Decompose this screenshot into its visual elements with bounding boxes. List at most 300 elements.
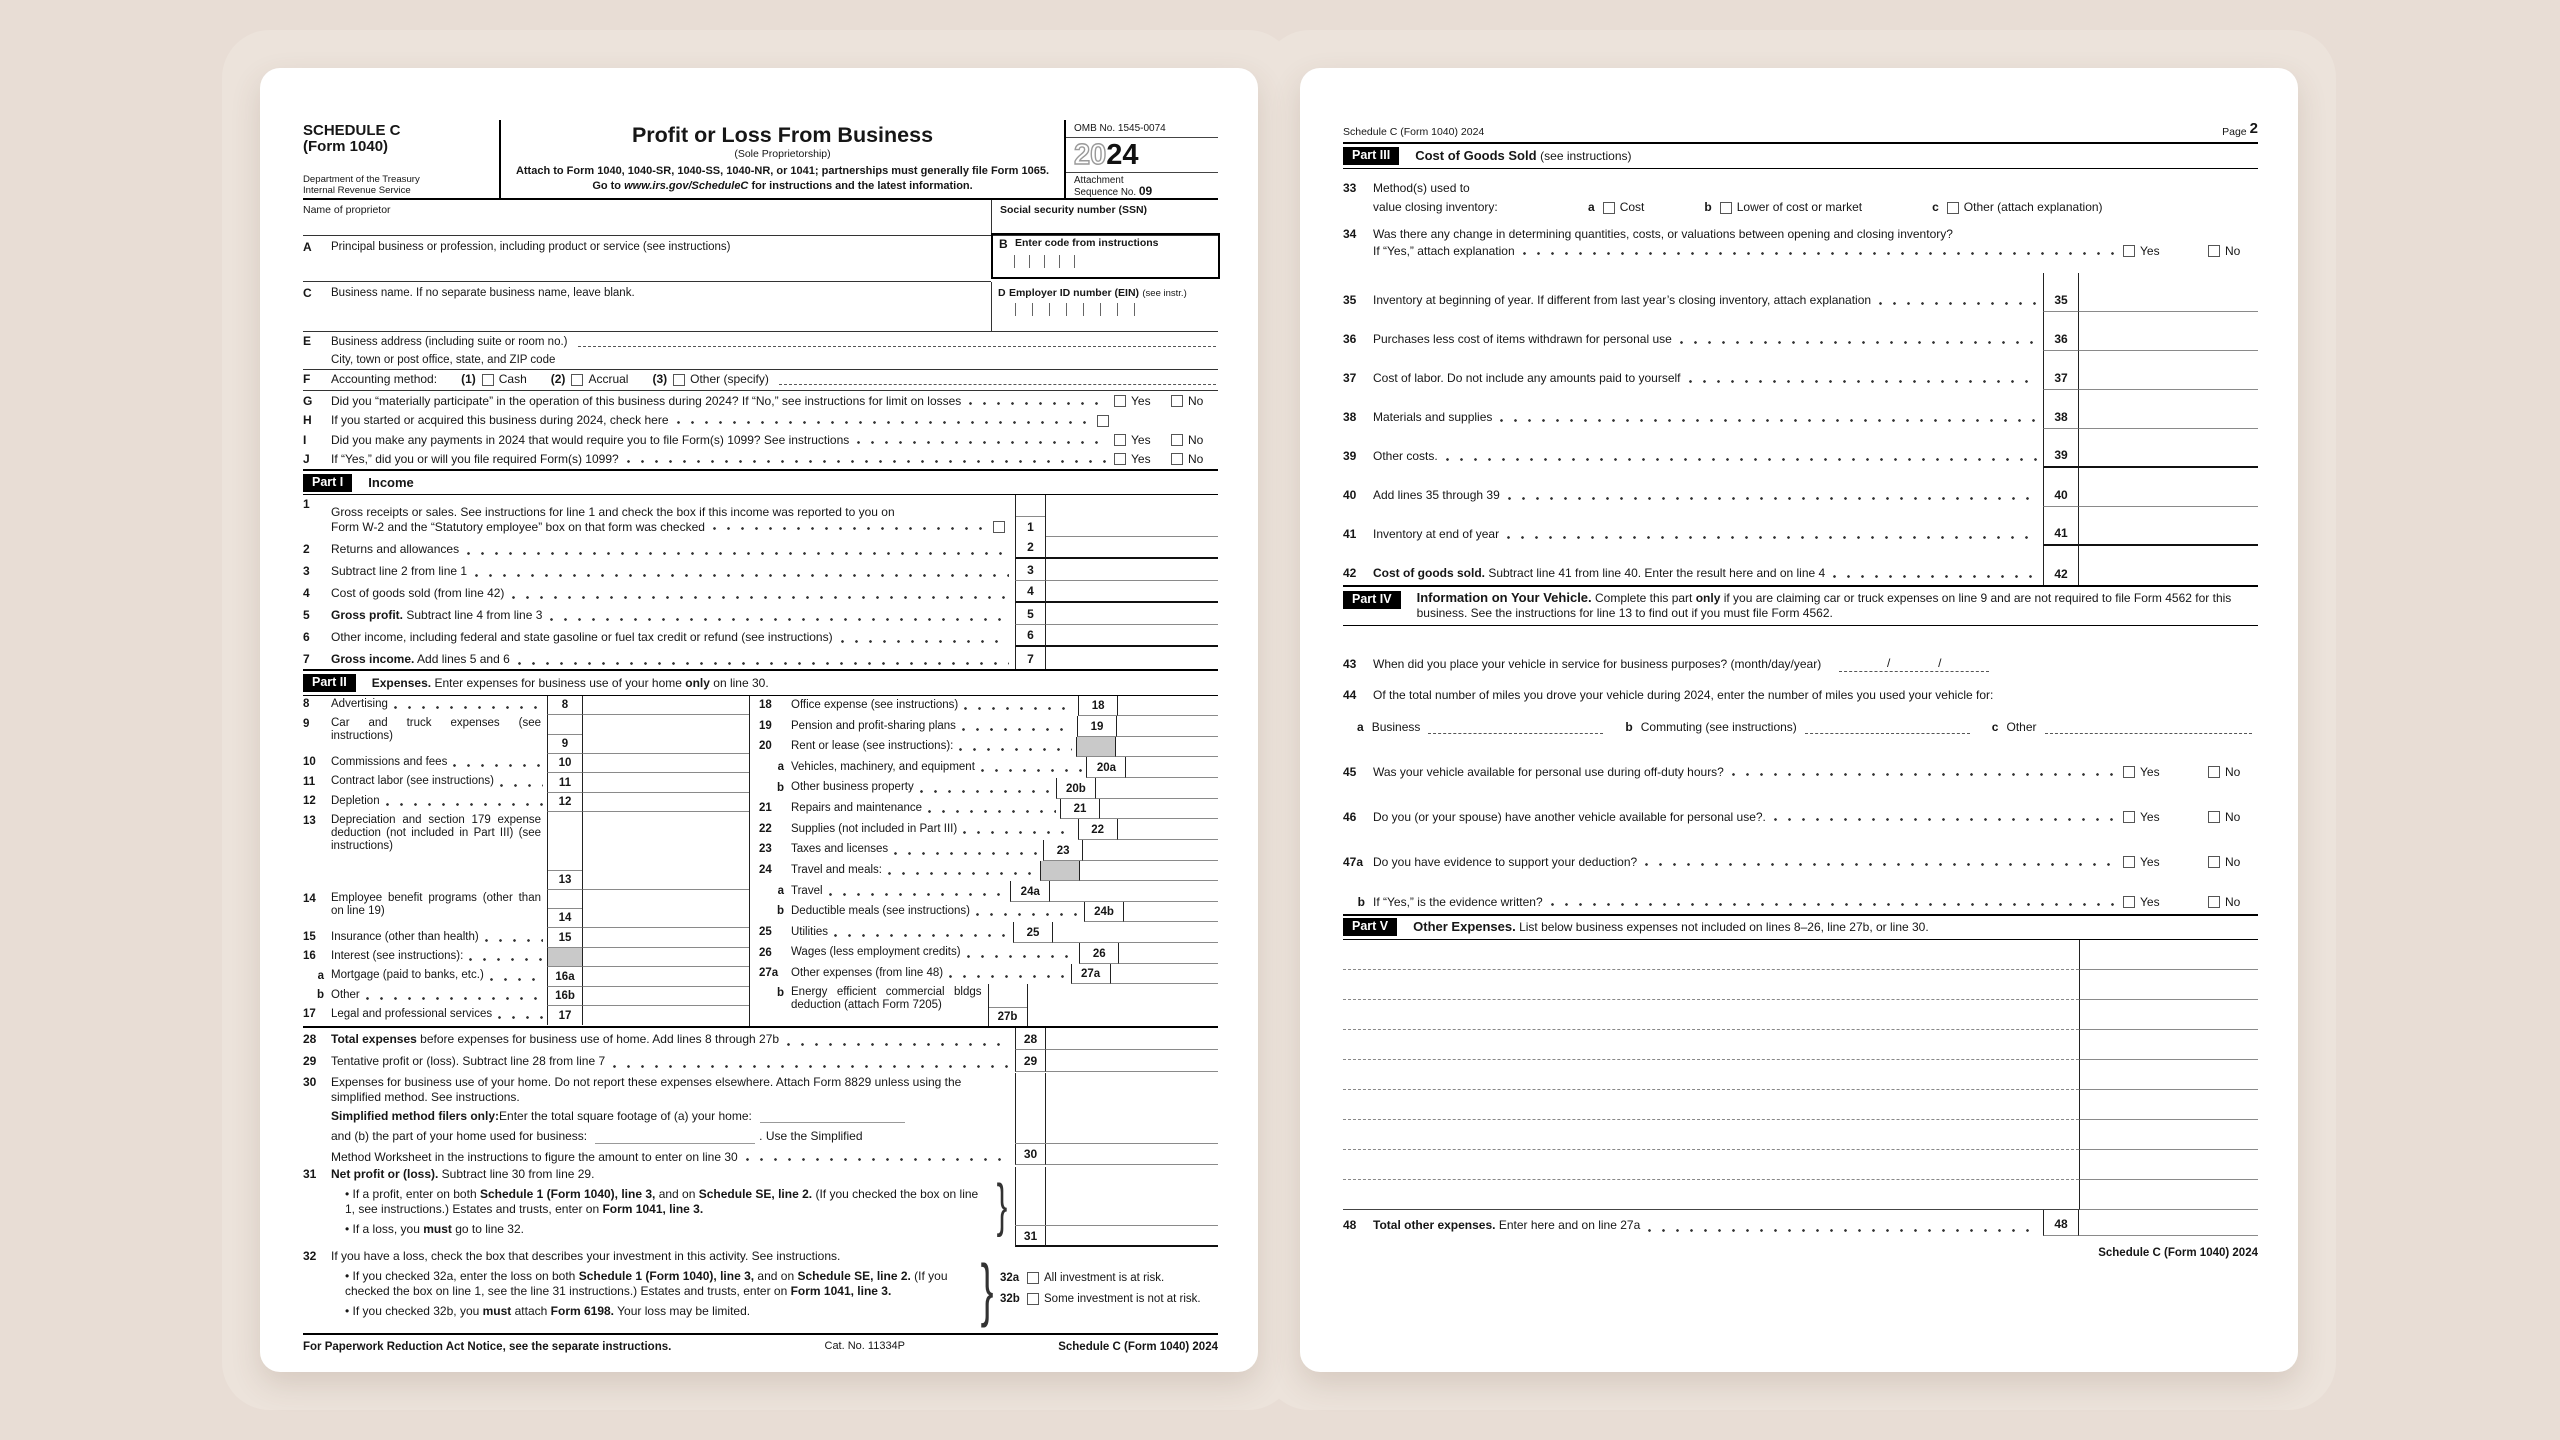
address-field[interactable] xyxy=(578,334,1216,347)
leader xyxy=(1774,818,2117,821)
line4-boxnum: 4 xyxy=(1027,584,1034,599)
checkbox-i-no[interactable] xyxy=(1171,434,1183,446)
seg-bold: Schedule 1 (Form 1040), line 3, xyxy=(479,1187,656,1202)
amount-20b[interactable] xyxy=(1096,778,1218,799)
leader xyxy=(366,997,543,1000)
g-yes xyxy=(1114,394,1171,409)
checkbox-33c-other[interactable] xyxy=(1947,202,1959,214)
l14-box xyxy=(547,890,583,929)
line48-bold: Total other expenses. xyxy=(1373,1218,1496,1233)
l16a-box xyxy=(547,967,583,986)
l13-box xyxy=(547,812,583,890)
leader xyxy=(512,596,1009,599)
part1-bar xyxy=(303,469,1218,495)
other-expense-desc-7[interactable] xyxy=(1343,1120,2079,1150)
seg: (If you checked the box on line 1, see the line 31 instructions.) Estates and trusts, enter on xyxy=(345,1269,948,1298)
other-expense-amt-8[interactable] xyxy=(2079,1150,2258,1180)
checkbox-47b-no[interactable] xyxy=(2208,896,2220,908)
checkbox-46-yes[interactable] xyxy=(2123,811,2135,823)
amount-16a[interactable] xyxy=(583,967,749,986)
amount-40[interactable] xyxy=(2079,468,2258,507)
part1-title: Income xyxy=(368,474,414,490)
l8-boxnum: 8 xyxy=(561,698,569,711)
checkbox-32a[interactable] xyxy=(1027,1272,1039,1284)
l9-num: 9 xyxy=(303,717,310,730)
amount-3[interactable] xyxy=(1046,559,1218,581)
line31-brace: } xyxy=(996,1173,1008,1239)
j-yes-label: Yes xyxy=(1131,452,1151,467)
part2-title-bold: Expenses. xyxy=(371,675,432,690)
line30-label xyxy=(331,1073,1015,1165)
dept-line2: Internal Revenue Service xyxy=(303,185,411,196)
l11-label: Contract labor (see instructions) xyxy=(331,775,494,788)
other-expense-amt-3[interactable] xyxy=(2079,1000,2258,1030)
checkbox-34-no[interactable] xyxy=(2208,245,2220,257)
line2-boxnum: 2 xyxy=(1027,540,1034,555)
line44-num: 44 xyxy=(1343,688,1357,703)
leader xyxy=(962,728,1073,731)
l22-boxnum: 22 xyxy=(1091,823,1104,836)
leader xyxy=(467,552,1009,555)
checkbox-45-no[interactable] xyxy=(2208,766,2220,778)
leader xyxy=(613,1065,1009,1068)
line7-rest: Add lines 5 and 6 xyxy=(414,651,510,666)
row-F-letter: F xyxy=(303,372,311,387)
ssn-label: Social security number (SSN) xyxy=(1000,204,1148,216)
amount-41[interactable] xyxy=(2079,507,2258,546)
line30-text1: Expenses for business use of your home. Do not report these expenses elsewhere. Attach Form 8829 unless using the simplified method. See instructions. xyxy=(331,1074,962,1104)
miles-business-field[interactable] xyxy=(1428,722,1603,734)
line35-boxnum: 35 xyxy=(2054,293,2068,308)
line3-label: Subtract line 2 from line 1 xyxy=(331,563,468,578)
page1-content xyxy=(303,120,1218,1353)
other-expenses-rows xyxy=(1343,940,2258,1210)
amount-8[interactable] xyxy=(583,696,749,715)
line45-num: 45 xyxy=(1343,765,1357,780)
leader xyxy=(394,706,543,709)
checkbox-47a-no[interactable] xyxy=(2208,856,2220,868)
leader xyxy=(490,978,543,981)
leader xyxy=(894,852,1039,855)
part4-title-bold: Information on Your Vehicle. xyxy=(1416,590,1592,606)
other-expense-amt-2[interactable] xyxy=(2079,970,2258,1000)
line31-bullet2 xyxy=(345,1222,985,1237)
l24a-num: a xyxy=(777,884,784,897)
l15-num: 15 xyxy=(303,930,316,943)
row-17 xyxy=(303,1006,749,1025)
leader xyxy=(967,955,1076,958)
option-b: b xyxy=(1704,200,1712,215)
other-expense-desc-4[interactable] xyxy=(1343,1030,2079,1060)
irs-url[interactable]: www.irs.gov/ScheduleC xyxy=(624,180,749,193)
cash-label: Cash xyxy=(498,372,527,387)
amount-27b[interactable] xyxy=(1028,984,1219,1025)
leader xyxy=(1508,497,2037,500)
amount-12[interactable] xyxy=(583,793,749,812)
row-40 xyxy=(1343,468,2258,507)
row-34 xyxy=(1343,227,2258,259)
l22-num: 22 xyxy=(759,822,772,835)
row-20 xyxy=(759,737,1218,758)
other-expense-row-9 xyxy=(1343,1180,2258,1210)
j-yes xyxy=(1114,452,1171,467)
seg-bold: Schedule 1 (Form 1040), line 3, xyxy=(578,1269,755,1284)
business-code-cells[interactable] xyxy=(999,255,1218,268)
sequence-label: Sequence No. xyxy=(1074,187,1139,199)
line31-spacer xyxy=(1015,1167,1218,1225)
row-16 xyxy=(303,948,749,967)
amount-38[interactable] xyxy=(2079,390,2258,429)
amount-35[interactable] xyxy=(2079,273,2258,312)
other-expense-amt-9[interactable] xyxy=(2079,1180,2258,1210)
line30-numrow xyxy=(1015,1143,1218,1165)
amount-15[interactable] xyxy=(583,928,749,947)
amount-24a[interactable] xyxy=(1050,881,1218,902)
row-C-label: Business name. If no separate business name, leave blank. xyxy=(331,287,635,299)
line36-label: Purchases less cost of items withdrawn for personal use xyxy=(1373,332,1672,347)
amount-9[interactable] xyxy=(583,715,749,754)
line31-boxnum: 31 xyxy=(1015,1226,1046,1247)
amount-24[interactable] xyxy=(1080,861,1218,882)
other-inv-label: Other (attach explanation) xyxy=(1963,200,2103,215)
amount-30[interactable] xyxy=(1046,1144,1218,1165)
amount-29[interactable] xyxy=(1046,1050,1218,1072)
row-16b xyxy=(303,987,749,1006)
g-no xyxy=(1171,394,1218,409)
amount-48[interactable] xyxy=(2079,1210,2258,1236)
line35-num: 35 xyxy=(1343,293,1357,308)
row-H-letter: H xyxy=(303,413,312,428)
part4-title xyxy=(1417,590,2258,621)
amount-16b[interactable] xyxy=(583,987,749,1006)
l16b-label: Other xyxy=(331,988,360,1001)
other-expense-amt-7[interactable] xyxy=(2079,1120,2258,1150)
row-32 xyxy=(303,1249,1218,1335)
other-expense-desc-9[interactable] xyxy=(1343,1180,2079,1210)
leader xyxy=(949,975,1066,978)
amount-36[interactable] xyxy=(2079,312,2258,351)
q45-no xyxy=(2208,765,2258,780)
amount-20[interactable] xyxy=(1116,737,1218,758)
seg-bold: must xyxy=(423,1222,452,1237)
other-specify-field[interactable] xyxy=(779,372,1216,385)
amount-1[interactable] xyxy=(1046,495,1218,537)
other-expense-desc-2[interactable] xyxy=(1343,970,2079,1000)
line37-num: 37 xyxy=(1343,371,1357,386)
row-25 xyxy=(759,922,1218,943)
seg: (If you checked the box on line 1, see instructions.) Estates and trusts, enter on xyxy=(345,1187,979,1216)
leader xyxy=(787,1043,1009,1046)
checkbox-i-yes[interactable] xyxy=(1114,434,1126,446)
part5-title-bold: Other Expenses. xyxy=(1413,919,1516,935)
amount-7[interactable] xyxy=(1046,647,1218,669)
l17-label: Legal and professional services xyxy=(331,1008,493,1021)
leader xyxy=(498,1016,543,1019)
row-15 xyxy=(303,928,749,947)
row-43 xyxy=(1343,626,2258,672)
row-I-label: Did you make any payments in 2024 that would require you to file Form(s) 1099? See instructions xyxy=(331,432,850,447)
line42-box xyxy=(2043,546,2079,585)
other-expense-amt-5[interactable] xyxy=(2079,1060,2258,1090)
row-39 xyxy=(1343,429,2258,468)
amount-5[interactable] xyxy=(1046,603,1218,625)
vehicle-service-date-field[interactable] xyxy=(1839,656,1989,672)
row-J xyxy=(303,450,1218,470)
l18-boxnum: 18 xyxy=(1091,700,1105,713)
checkbox-j-no[interactable] xyxy=(1171,453,1183,465)
line29-num: 29 xyxy=(303,1053,317,1068)
line30-text5: Method Worksheet in the instructions to figure the amount to enter on line 30 xyxy=(331,1149,738,1164)
leader xyxy=(1645,863,2117,866)
line6-num: 6 xyxy=(303,629,310,644)
l10-label: Commissions and fees xyxy=(331,755,448,768)
line2-num: 2 xyxy=(303,541,310,556)
row-16a xyxy=(303,967,749,986)
l14-num: 14 xyxy=(303,892,316,905)
amount-6[interactable] xyxy=(1046,625,1218,647)
schedule-c-page-1 xyxy=(260,68,1258,1372)
amount-10[interactable] xyxy=(583,754,749,773)
amount-16[interactable] xyxy=(583,948,749,967)
other-expense-row-4 xyxy=(1343,1030,2258,1060)
dept-line1: Department of the Treasury xyxy=(303,174,420,185)
other-expense-amt-4[interactable] xyxy=(2079,1030,2258,1060)
no-label: No xyxy=(2225,895,2241,910)
amount-17[interactable] xyxy=(583,1006,749,1025)
l25-boxnum: 25 xyxy=(1026,927,1040,939)
proprietor-name-field[interactable] xyxy=(303,217,991,235)
amount-42[interactable] xyxy=(2079,546,2258,585)
row-E-city-label: City, town or post office, state, and ZIP code xyxy=(331,354,556,366)
seg: • If a profit, enter on both xyxy=(345,1187,480,1202)
amount-37[interactable] xyxy=(2079,351,2258,390)
row-47b xyxy=(1343,870,2258,910)
row-48 xyxy=(1343,1210,2258,1236)
other-expense-desc-6[interactable] xyxy=(1343,1090,2079,1120)
checkbox-33a-cost[interactable] xyxy=(1603,202,1615,214)
l17-boxnum: 17 xyxy=(558,1010,572,1023)
l27b-num: b xyxy=(776,987,784,1000)
l19-label: Pension and profit-sharing plans xyxy=(791,719,956,732)
business-label: Business xyxy=(1371,720,1421,735)
checkbox-g-no[interactable] xyxy=(1171,395,1183,407)
checkbox-47b-yes[interactable] xyxy=(2123,896,2135,908)
l20-label: Rent or lease (see instructions): xyxy=(791,740,954,753)
l16a-label: Mortgage (paid to banks, etc.) xyxy=(331,969,484,982)
l15-box xyxy=(547,928,583,947)
line31-numrow xyxy=(1015,1225,1218,1247)
row-3 xyxy=(303,559,1218,581)
amount-25[interactable] xyxy=(1053,922,1218,943)
l27b-boxnum: 27b xyxy=(989,1007,1027,1026)
checkbox-statutory-employee[interactable] xyxy=(993,521,1005,533)
l12-label: Depletion xyxy=(331,794,380,807)
other-expense-desc-8[interactable] xyxy=(1343,1150,2079,1180)
l10-num: 10 xyxy=(303,756,316,769)
checkbox-47a-yes[interactable] xyxy=(2123,856,2135,868)
seg-bold: Schedule SE, line 2. xyxy=(698,1187,813,1202)
checkbox-33b-lower[interactable] xyxy=(1720,202,1732,214)
line38-num: 38 xyxy=(1343,410,1357,425)
checkbox-32b[interactable] xyxy=(1027,1293,1039,1305)
row-46 xyxy=(1343,780,2258,825)
expenses-right-column xyxy=(749,696,1218,1026)
checkbox-45-yes[interactable] xyxy=(2123,766,2135,778)
checkbox-cash[interactable] xyxy=(482,374,494,386)
amount-11[interactable] xyxy=(583,773,749,792)
amount-22[interactable] xyxy=(1118,819,1218,840)
row-30 xyxy=(303,1073,1218,1165)
business-name-field[interactable] xyxy=(303,301,991,319)
line7-boxnum: 7 xyxy=(1027,652,1034,667)
l24b-box xyxy=(1084,902,1124,923)
omb-number: OMB No. 1545-0074 xyxy=(1066,120,1218,138)
leader xyxy=(746,1158,1005,1161)
attach-instruction: Attach to Form 1040, 1040-SR, 1040-SS, 1040-NR, or 1041; partnerships must generally file Form 1065. xyxy=(515,165,1050,178)
amount-31[interactable] xyxy=(1046,1226,1218,1247)
other-expense-amt-6[interactable] xyxy=(2079,1090,2258,1120)
l14-label: Employee benefit programs (other than on line 19) xyxy=(331,891,541,917)
miles-other-field[interactable] xyxy=(2045,722,2253,734)
line34-num: 34 xyxy=(1343,226,1357,241)
leader xyxy=(928,810,1056,813)
l14-boxnum: 14 xyxy=(548,908,582,927)
option-44a: a xyxy=(1357,720,1364,735)
part4-text1: Complete this part xyxy=(1591,591,1696,606)
line47a-label: Do you have evidence to support your deduction? xyxy=(1373,855,1638,870)
principal-business-field[interactable] xyxy=(303,255,991,273)
line46-label: Do you (or your spouse) have another vehicle available for personal use?. xyxy=(1373,810,1766,825)
checkbox-g-yes[interactable] xyxy=(1114,395,1126,407)
row-14 xyxy=(303,890,749,929)
amount-24b[interactable] xyxy=(1124,902,1218,923)
business-sqft-field[interactable] xyxy=(595,1132,755,1144)
amount-2[interactable] xyxy=(1046,537,1218,559)
line4-box xyxy=(1015,581,1046,603)
other-expense-row-1 xyxy=(1343,940,2258,970)
line43-label: When did you place your vehicle in service for business purposes? (month/day/year) xyxy=(1373,657,1822,672)
row-D xyxy=(991,282,1218,331)
line1-text-a: Gross receipts or sales. See instructions for line 1 and check the box if this income was reported to you on xyxy=(331,505,895,519)
q46-yes xyxy=(2123,810,2208,825)
l20a-label: Vehicles, machinery, and equipment xyxy=(791,760,975,773)
amount-23[interactable] xyxy=(1083,840,1218,861)
leader xyxy=(1500,419,2037,422)
l12-num: 12 xyxy=(303,794,316,807)
l13-boxnum: 13 xyxy=(548,870,582,889)
checkbox-34-yes[interactable] xyxy=(2123,245,2135,257)
seg-bold: Form 1041, line 3. xyxy=(790,1283,892,1298)
row-G-label: Did you “materially participate” in the operation of this business during 2024? If “No,” see instructions for limit on losses xyxy=(331,393,962,408)
amount-13[interactable] xyxy=(583,812,749,890)
row-37 xyxy=(1343,351,2258,390)
part3-title-rest: (see instructions) xyxy=(1540,148,1632,163)
miles-commuting-field[interactable] xyxy=(1805,722,1970,734)
amount-19[interactable] xyxy=(1117,716,1218,737)
line7-label xyxy=(331,652,510,670)
other-expense-row-6 xyxy=(1343,1090,2258,1120)
line5-bold: Gross profit. xyxy=(331,607,404,622)
amount-4[interactable] xyxy=(1046,581,1218,603)
l27b-label: Energy efficient commercial bldgs deduction (attach Form 7205) xyxy=(791,986,982,1012)
amount-18[interactable] xyxy=(1118,696,1218,717)
amount-28[interactable] xyxy=(1046,1028,1218,1050)
page1-footer xyxy=(303,1335,1218,1354)
checkbox-j-yes[interactable] xyxy=(1114,453,1126,465)
row-D-note: (see instr.) xyxy=(1142,288,1187,299)
amount-27a[interactable] xyxy=(1111,964,1218,985)
ein-cells[interactable] xyxy=(998,303,1218,316)
l16b-boxnum: 16b xyxy=(555,990,575,1003)
checkbox-other-method[interactable] xyxy=(673,374,685,386)
row-10 xyxy=(303,754,749,773)
l11-num: 11 xyxy=(303,775,316,788)
line47b-num: b xyxy=(1357,895,1365,910)
l9-label: Car and truck expenses (see instructions) xyxy=(331,716,541,743)
l24b-boxnum: 24b xyxy=(1094,906,1114,919)
leader xyxy=(981,769,1083,772)
label-32a: 32a xyxy=(1000,1271,1020,1284)
option-44c: c xyxy=(1991,720,1999,735)
amount-26[interactable] xyxy=(1119,943,1218,964)
other-expense-row-2 xyxy=(1343,970,2258,1000)
amount-20a[interactable] xyxy=(1126,757,1218,778)
leader xyxy=(1833,575,2037,578)
other-expense-amt-1[interactable] xyxy=(2079,940,2258,970)
checkbox-accrual[interactable] xyxy=(571,374,583,386)
line48-rest: Enter here and on line 27a xyxy=(1495,1218,1641,1233)
name-ssn-row xyxy=(303,200,1218,236)
row-H xyxy=(303,411,1218,431)
yes-label: Yes xyxy=(2140,895,2160,910)
amount-21[interactable] xyxy=(1100,799,1218,820)
row-20b xyxy=(759,778,1218,799)
amount-14[interactable] xyxy=(583,890,749,929)
form-subtitle: (Sole Proprietorship) xyxy=(734,148,831,161)
q47b-no xyxy=(2208,895,2258,910)
amount-39[interactable] xyxy=(2079,429,2258,468)
line7-bold: Gross income. xyxy=(331,651,415,666)
seg: • If you checked 32b, you xyxy=(345,1304,483,1319)
other-expense-row-8 xyxy=(1343,1150,2258,1180)
part5-title-rest: List below business expenses not included on lines 8–26, line 27b, or line 30. xyxy=(1515,920,1929,935)
l16a-boxnum: 16a xyxy=(555,970,575,983)
line1-boxnum: 1 xyxy=(1016,516,1045,537)
line47a-num: 47a xyxy=(1343,855,1364,870)
attachment-label: Attachment xyxy=(1074,175,1124,187)
l27a-label: Other expenses (from line 48) xyxy=(791,967,944,980)
other-expense-desc-5[interactable] xyxy=(1343,1060,2079,1090)
checkbox-46-no[interactable] xyxy=(2208,811,2220,823)
leader xyxy=(829,893,1007,896)
line48-num: 48 xyxy=(1343,1218,1357,1233)
other-expense-desc-3[interactable] xyxy=(1343,1000,2079,1030)
line42-label xyxy=(1373,566,1825,585)
home-sqft-field[interactable] xyxy=(760,1111,905,1123)
leader xyxy=(976,913,1080,916)
page2-header xyxy=(1343,120,2258,144)
row-A-label: Principal business or profession, including product or service (see instructions) xyxy=(331,241,731,253)
expenses-left-column xyxy=(303,696,749,1026)
line30-boxnum: 30 xyxy=(1015,1144,1046,1165)
checkbox-h[interactable] xyxy=(1097,415,1109,427)
line6-label: Other income, including federal and state gasoline or fuel tax credit or refund (see instructions) xyxy=(331,629,833,644)
l24a-label: Travel xyxy=(791,884,823,897)
leader xyxy=(1680,341,2037,344)
row-I-letter: I xyxy=(303,432,307,447)
line7-num: 7 xyxy=(303,651,310,666)
other-expense-desc-1[interactable] xyxy=(1343,940,2079,970)
